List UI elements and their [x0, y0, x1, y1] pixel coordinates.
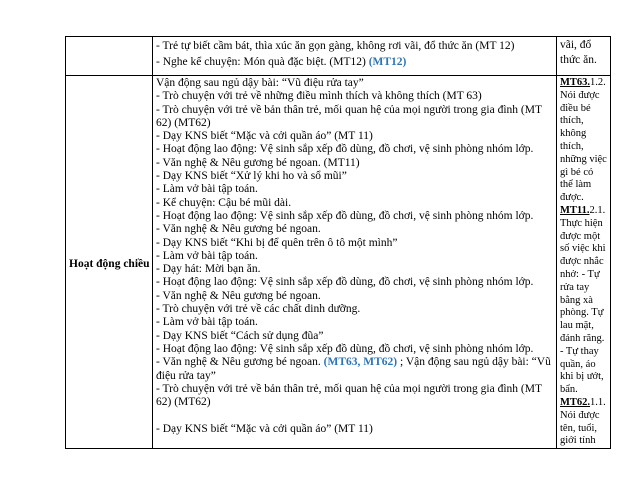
text-segment: - Trò chuyện với trẻ về các chất dinh dưỡng.	[156, 303, 361, 316]
paragraph	[156, 409, 553, 422]
text-segment: - Văn nghệ & Nêu gương bé ngoan. (MT11)	[156, 156, 360, 169]
text-segment: - Kể chuyện: Cậu bé mũi dài.	[156, 196, 292, 209]
text-segment: - Làm vở bài tập toán.	[156, 249, 258, 262]
text-segment: - Dạy KNS biết “Mặc và cởi quần áo” (MT 11)	[156, 422, 373, 435]
paragraph	[156, 356, 553, 383]
cell-continued-targets[interactable]: vãi, đổ thức ăn.	[557, 37, 611, 76]
cell-afternoon-targets[interactable]	[557, 76, 611, 449]
highlighted-mt-reference: (MT63, MT62)	[323, 356, 398, 369]
text-segment: - Dạy KNS biết “Mặc và cởi quần áo” (MT 11)	[156, 130, 373, 143]
mt-code: MT62.	[560, 396, 591, 408]
text-segment: - Trò chuyện với trẻ về những điều mình thích và không thích (MT 63)	[156, 90, 482, 103]
text-segment: - Trẻ tự biết cầm bát, thìa xúc ăn gọn gàng, không rơi vãi, đổ thức ăn (MT 12)	[156, 40, 515, 52]
text-segment: - Dạy KNS biết “Cách sử dụng đũa”	[156, 329, 324, 342]
row-header-label: Hoạt động chiều	[69, 257, 150, 270]
mt-code: MT11.	[560, 204, 590, 216]
paragraph	[156, 104, 553, 131]
paragraph	[156, 130, 553, 143]
text-segment: - Trò chuyện với trẻ về bản thân trẻ, mối quan hệ của mọi người trong gia đình (MT 62) (MT62)	[156, 103, 542, 129]
paragraph	[156, 316, 553, 329]
text-segment: ; Vận động sau ngủ dậy bài: “Vũ điệu rửa tay”	[156, 356, 551, 382]
paragraph	[156, 276, 553, 289]
paragraph	[156, 90, 553, 103]
text-segment: - Dạy KNS biết “Xử lý khi ho và sổ mũi”	[156, 170, 347, 183]
text-segment: - Làm vở bài tập toán.	[156, 316, 258, 329]
paragraph	[156, 170, 553, 183]
paragraph	[560, 205, 607, 397]
text-segment: - Trò chuyện với trẻ về bản thân trẻ, mối quan hệ của mọi người trong gia đình (MT 62) (MT62)	[156, 382, 542, 409]
paragraph	[156, 343, 553, 356]
paragraph	[156, 237, 553, 250]
cell-top-left-empty[interactable]	[66, 37, 153, 76]
cell-row-header-afternoon[interactable]	[66, 76, 153, 449]
paragraph	[156, 250, 553, 263]
paragraph	[156, 38, 553, 54]
paragraph	[156, 263, 553, 276]
paragraph	[156, 183, 553, 196]
mt-code: MT63.	[560, 77, 591, 88]
paragraph	[156, 330, 553, 343]
text-segment: 1.1. Nói được tên, tuổi, giới tính	[560, 396, 606, 447]
paragraph	[560, 397, 607, 448]
text-segment: 1.2. Nói được điều bé thích, không thích, những việc gì bé có thể làm được.	[560, 77, 607, 204]
paragraph	[156, 423, 553, 436]
text-segment: - Dạy KNS biết “Khi bị để quên trên ô tô một mình”	[156, 236, 398, 249]
paragraph	[156, 303, 553, 316]
text-segment: - Văn nghệ & Nêu gương bé ngoan.	[156, 223, 321, 236]
text-segment: - Hoạt động lao động: Vệ sinh sắp xếp đồ dùng, đồ chơi, vệ sinh phòng nhóm lớp.	[156, 342, 534, 355]
text-segment: Vận động sau ngủ dậy bài: “Vũ điệu rửa tay”	[156, 77, 364, 89]
cell-afternoon-activities[interactable]	[153, 76, 557, 449]
text-segment: - Văn nghệ & Nêu gương bé ngoan.	[156, 356, 324, 369]
paragraph	[156, 54, 553, 70]
text-segment: - Hoạt động lao động: Vệ sinh sắp xếp đồ dùng, đồ chơi, vệ sinh phòng nhóm lớp.	[156, 209, 534, 222]
text-segment: - Hoạt động lao động: Vệ sinh sắp xếp đồ dùng, đồ chơi, vệ sinh phòng nhóm lớp.	[156, 143, 534, 156]
paragraph	[156, 77, 553, 90]
text-segment: - Dạy hát: Mời bạn ăn.	[156, 263, 261, 276]
table-row-afternoon-activities	[66, 76, 611, 449]
paragraph	[156, 383, 553, 410]
text-segment: - Nghe kể chuyện: Món quà đặc biệt. (MT12)	[156, 56, 369, 68]
text-segment: 2.1. Thực hiện được một số việc khi được nhắc nhở: - Tự rửa tay bằng xà phòng. Tự lau mặt, đánh răng. - Tự thay quần, áo khi bị ướt, bẩn.	[560, 204, 606, 396]
paragraph	[156, 157, 553, 170]
text-segment: - Văn nghệ & Nêu gương bé ngoan.	[156, 289, 321, 302]
cell-continued-activities[interactable]	[153, 37, 557, 76]
text-segment: - Làm vở bài tập toán.	[156, 183, 258, 196]
highlighted-mt-reference: (MT12)	[368, 56, 407, 68]
table-row-continued	[66, 37, 611, 76]
text-segment: - Hoạt động lao động: Vệ sinh sắp xếp đồ dùng, đồ chơi, vệ sinh phòng nhóm lớp.	[156, 276, 534, 289]
paragraph	[156, 210, 553, 223]
paragraph	[156, 223, 553, 236]
paragraph	[156, 143, 553, 156]
paragraph	[560, 77, 607, 205]
paragraph	[156, 197, 553, 210]
schedule-table	[65, 36, 611, 449]
paragraph	[156, 290, 553, 303]
